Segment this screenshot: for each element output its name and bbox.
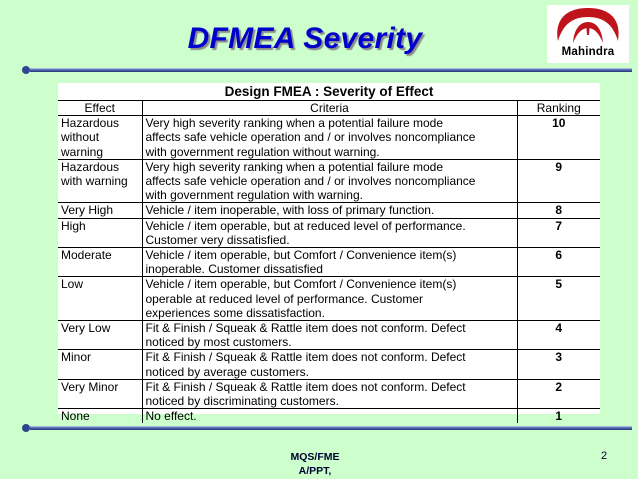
effect-cell	[58, 248, 142, 277]
effect-line: Very High	[61, 203, 114, 218]
ranking-cell: 10	[517, 116, 600, 160]
criteria-line: affects safe vehicle operation and / or involves noncompliance	[145, 174, 476, 189]
table-title-row	[58, 83, 600, 101]
table-header-row	[58, 101, 600, 116]
footer-line-1: MQS/FME	[290, 451, 340, 463]
criteria-cell	[142, 321, 517, 350]
effect-line: None	[61, 409, 90, 424]
effect-line: Very Low	[61, 321, 111, 336]
criteria-cell	[142, 350, 517, 379]
criteria-line: Fit & Finish / Squeak & Rattle item does not conform. Defect	[145, 321, 466, 336]
ranking-cell: 7	[517, 218, 600, 247]
effect-line: without	[61, 130, 100, 145]
criteria-cell	[142, 409, 517, 424]
header-ranking: Ranking	[517, 101, 600, 116]
criteria-line: operable at reduced level of performance. Customer	[145, 291, 423, 306]
effect-cell	[58, 379, 142, 408]
mahindra-emblem-icon	[547, 5, 629, 47]
effect-line: Low	[61, 277, 84, 292]
effect-cell	[58, 203, 142, 218]
bottom-divider-bar	[30, 426, 632, 430]
table-row	[58, 350, 600, 379]
criteria-line: Vehicle / item operable, but Comfort / Convenience item(s)	[145, 248, 457, 263]
top-divider-dot	[22, 66, 30, 74]
page-number: 2	[601, 450, 608, 462]
table-row	[58, 203, 600, 218]
bottom-divider-dot	[22, 424, 30, 432]
effect-cell	[58, 159, 142, 203]
effect-cell	[58, 218, 142, 247]
criteria-line: with government regulation without warning.	[145, 144, 380, 159]
severity-table	[58, 83, 600, 423]
effect-line: with warning	[61, 174, 128, 189]
criteria-line: Vehicle / item operable, but Comfort / Convenience item(s)	[145, 277, 457, 292]
criteria-line: Fit & Finish / Squeak & Rattle item does not conform. Defect	[145, 350, 466, 365]
effect-cell	[58, 277, 142, 321]
effect-line: Hazardous	[61, 159, 120, 174]
criteria-line: Very high severity ranking when a potential failure mode	[145, 159, 444, 174]
effect-line: warning	[61, 144, 104, 159]
criteria-line: Very high severity ranking when a potential failure mode	[145, 116, 444, 131]
ranking-cell: 8	[517, 203, 600, 218]
table-row	[58, 379, 600, 408]
bottom-divider	[22, 424, 632, 432]
criteria-cell	[142, 248, 517, 277]
criteria-line: affects safe vehicle operation and / or involves noncompliance	[145, 130, 476, 145]
criteria-line: No effect.	[145, 409, 197, 424]
logo-wordmark: Mahindra	[561, 46, 615, 58]
table-row	[58, 409, 600, 424]
header-effect: Effect	[58, 101, 142, 116]
top-divider	[22, 66, 632, 74]
ranking-cell: 5	[517, 277, 600, 321]
table-row	[58, 248, 600, 277]
effect-cell	[58, 116, 142, 160]
criteria-line: Vehicle / item operable, but at reduced level of performance.	[145, 218, 466, 233]
criteria-cell	[142, 203, 517, 218]
criteria-cell	[142, 379, 517, 408]
criteria-cell	[142, 277, 517, 321]
ranking-cell: 2	[517, 379, 600, 408]
ranking-cell: 1	[555, 409, 563, 424]
criteria-line: experiences some dissatisfaction.	[145, 305, 325, 320]
top-divider-bar	[30, 68, 632, 72]
table-row	[58, 218, 600, 247]
severity-table-container	[58, 83, 600, 424]
table-title: Design FMEA : Severity of Effect	[58, 83, 600, 101]
criteria-line: Customer very dissatisfied.	[145, 232, 290, 247]
effect-cell	[58, 321, 142, 350]
criteria-line: noticed by most customers.	[145, 335, 292, 350]
criteria-line: inoperable. Customer dissatisfied	[145, 262, 323, 277]
criteria-cell	[142, 116, 517, 160]
ranking-cell: 4	[517, 321, 600, 350]
ranking-cell: 9	[517, 159, 600, 203]
criteria-line: with government regulation with warning.	[145, 188, 363, 203]
table-row	[58, 321, 600, 350]
ranking-cell: 6	[517, 248, 600, 277]
table-row	[58, 277, 600, 321]
criteria-cell	[142, 218, 517, 247]
slide-title: DFMEA Severity	[187, 22, 423, 55]
header-criteria: Criteria	[142, 101, 517, 116]
ranking-cell: 3	[517, 350, 600, 379]
effect-line: Hazardous	[61, 116, 120, 131]
table-row	[58, 159, 600, 203]
mahindra-logo	[547, 5, 629, 63]
criteria-line: noticed by discriminating customers.	[145, 394, 339, 409]
effect-line: Very Minor	[61, 379, 119, 394]
effect-line: Minor	[61, 350, 92, 365]
criteria-line: Fit & Finish / Squeak & Rattle item does not conform. Defect	[145, 379, 466, 394]
criteria-cell	[142, 159, 517, 203]
effect-line: High	[61, 218, 86, 233]
criteria-line: noticed by average customers.	[145, 364, 309, 379]
effect-line: Moderate	[61, 248, 112, 263]
effect-cell	[58, 409, 142, 424]
criteria-line: Vehicle / item inoperable, with loss of primary function.	[145, 203, 435, 218]
footer-label	[250, 450, 380, 478]
effect-cell	[58, 350, 142, 379]
table-row	[58, 116, 600, 160]
footer-line-2: A/PPT,	[298, 465, 332, 477]
